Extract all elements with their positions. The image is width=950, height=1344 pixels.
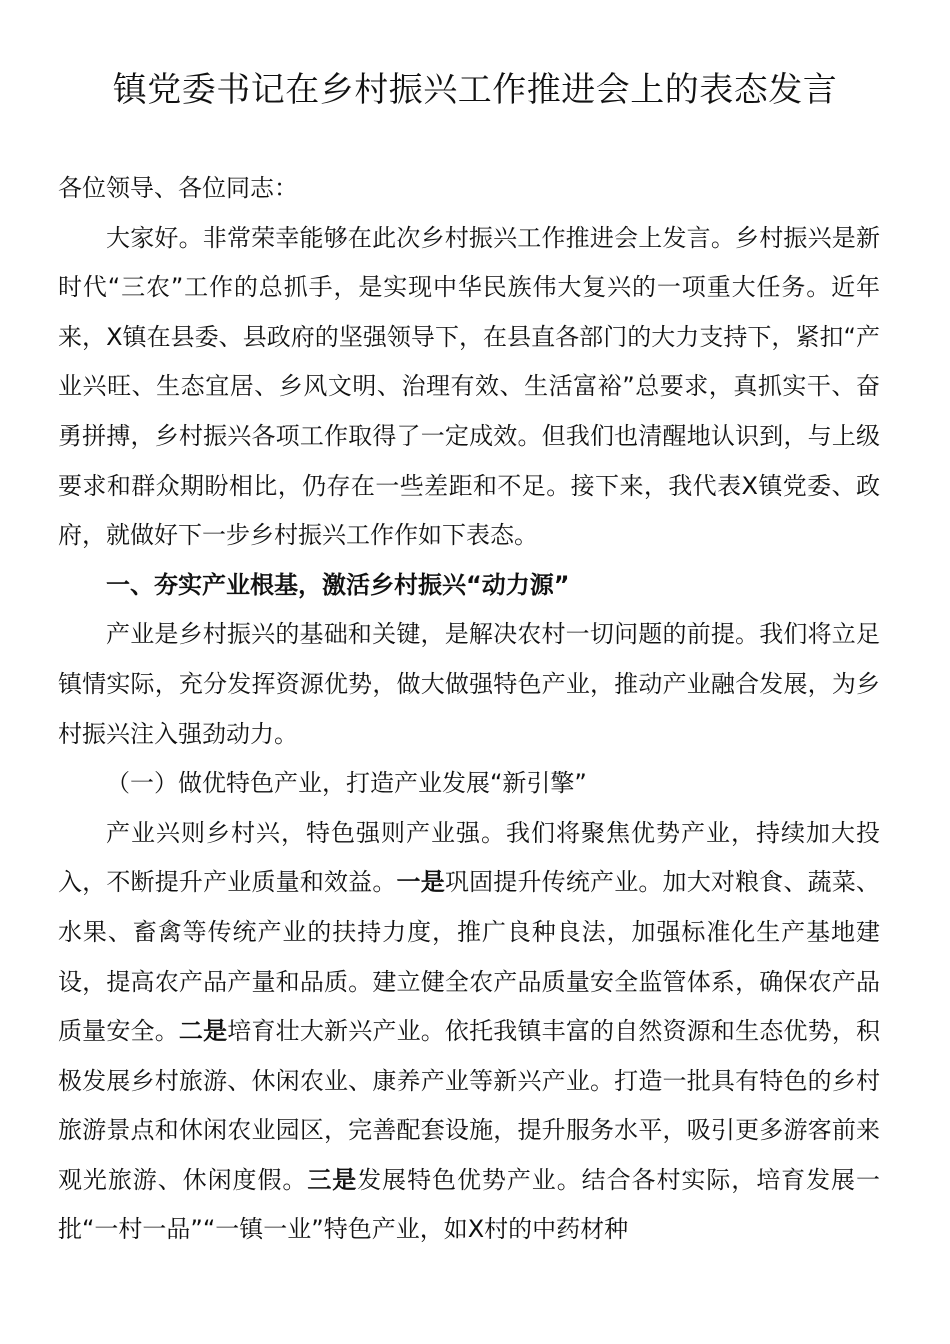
section-heading: 一、夯实产业根基，激活乡村振兴“动力源” bbox=[106, 570, 570, 599]
paragraph-intro: 产业兴则乡村兴，特色强则产业强。我们将聚焦优势产业，持续加大投入，不断提升产业质量和效益。 bbox=[58, 818, 880, 897]
intro-paragraph: 大家好。非常荣幸能够在此次乡村振兴工作推进会上发言。乡村振兴是新时代“三农”工作的总抓手，是实现中华民族伟大复兴的一项重大任务。近年来，X镇在县委、县政府的坚强领导下，在县直各部门的大力支持下，紧扣“产业兴旺、生态宜居、乡风文明、治理有效、生活富裕”总要求，真抓实干、奋勇拼搏，乡村振兴各项工作取得了一定成效。但我们也清醒地认识到，与上级要求和群众期盼相比，仍存在一些差距和不足。接下来，我代表X镇党委、政府，就做好下一步乡村振兴工作作如下表态。 bbox=[58, 223, 880, 550]
document-title: 镇党委书记在乡村振兴工作推进会上的表态发言 bbox=[112, 70, 838, 110]
subsection-heading: （一）做优特色产业，打造产业发展“新引擎” bbox=[106, 769, 587, 798]
salutation: 各位领导、各位同志： bbox=[58, 174, 298, 202]
point-lead: 二是 bbox=[178, 1017, 228, 1046]
point-text: 巩固提升传统产业。加大对粮食、蔬菜、水果、畜禽等传统产业的扶持力度，推广良种良法，加强标准化生产基地建设，提高农产品产量和品质。建立健全农产品质量安全监管体系，确保农产品质量安全。 bbox=[58, 868, 881, 1046]
document-body bbox=[58, 164, 880, 1255]
point-text: 培育壮大新兴产业。依托我镇丰富的自然资源和生态优势，积极发展乡村旅游、休闲农业、康养产业等新兴产业。打造一批具有特色的乡村旅游景点和休闲农业园区，完善配套设施，提升服务水平，吸引更多游客前来观光旅游、休闲度假。 bbox=[58, 1017, 881, 1194]
section-paragraph: 产业是乡村振兴的基础和关键，是解决农村一切问题的前提。我们将立足镇情实际，充分发挥资源优势，做大做强特色产业，推动产业融合发展，为乡村振兴注入强劲动力。 bbox=[58, 620, 880, 748]
subsection-paragraph bbox=[58, 809, 880, 1255]
point-text: 发展特色优势产业。结合各村实际，培育发展一批“一村一品”“一镇一业”特色产业，如X村的中药材种 bbox=[58, 1165, 880, 1244]
point-lead: 三是 bbox=[307, 1165, 358, 1194]
point-lead: 一是 bbox=[396, 868, 445, 897]
